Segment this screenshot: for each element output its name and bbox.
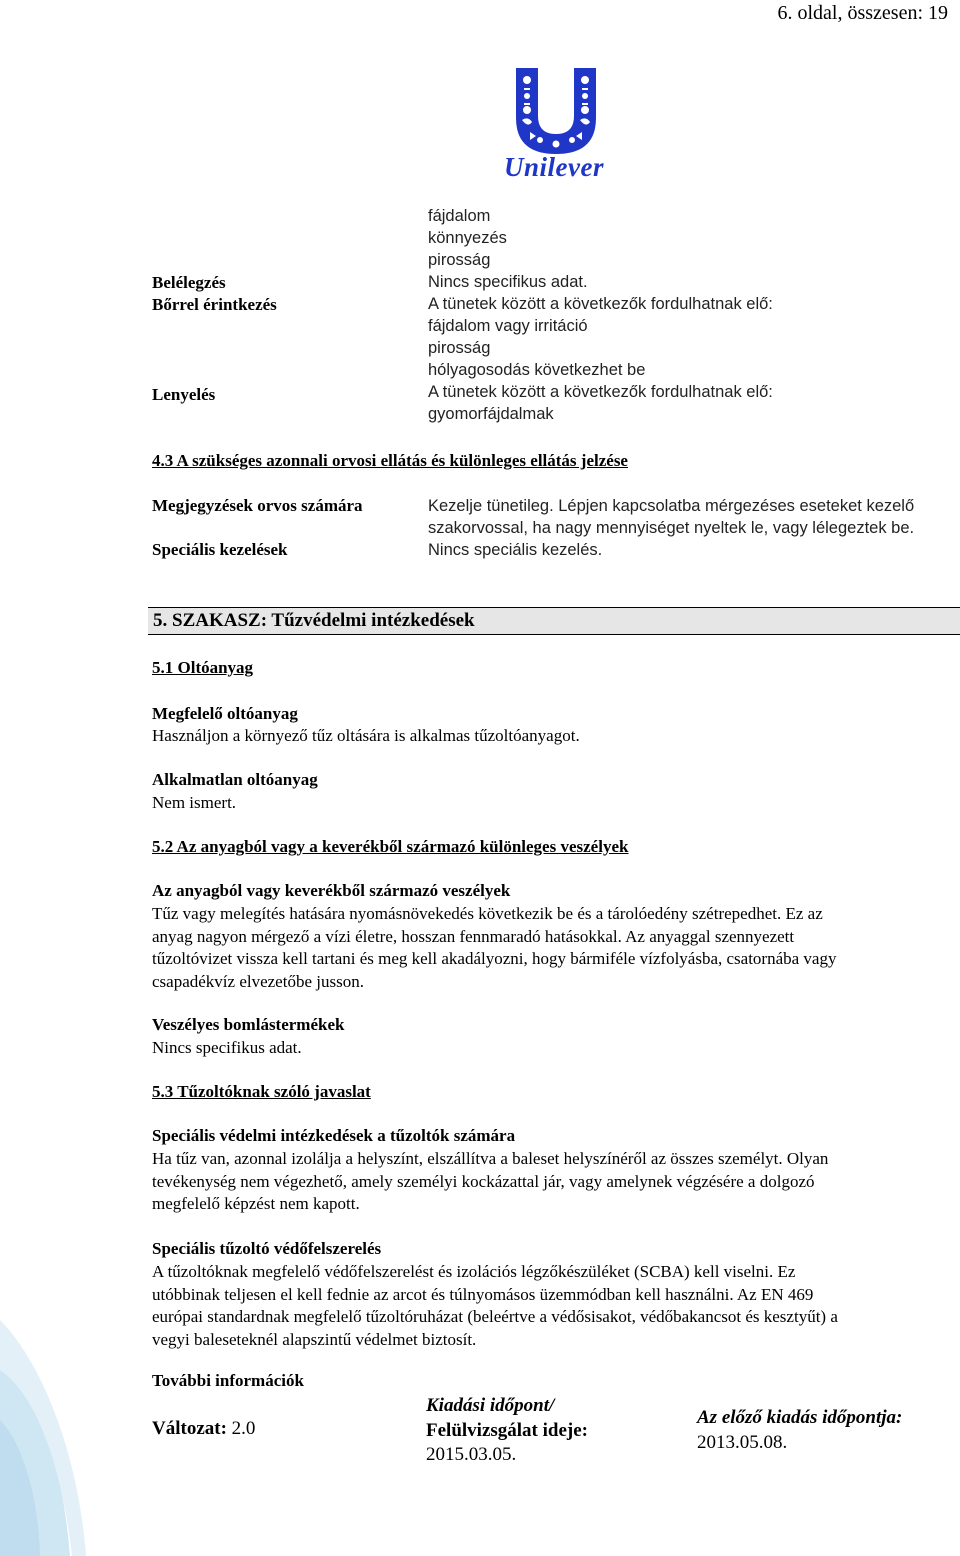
- symptom-line: Nincs specifikus adat.: [428, 273, 588, 291]
- equipment-line: A tűzoltóknak megfelelő védőfelszerelést és izolációs légzőkészüléket (SCBA) kell viselni. Ez: [152, 1262, 796, 1281]
- label-notes-for-doctor: Megjegyzések orvos számára: [152, 496, 363, 515]
- symptom-line: pirosság: [428, 251, 491, 269]
- label-further-information: További információk: [152, 1371, 304, 1390]
- label-firefighter-measures: Speciális védelmi intézkedések a tűzoltók számára: [152, 1126, 516, 1145]
- symptom-line: A tünetek között a következők fordulhatnak elő:: [428, 295, 773, 313]
- issue-date-label-2: Felülvizsgálat ideje:: [426, 1420, 588, 1441]
- unilever-u-emblem-icon: [500, 60, 612, 160]
- hazards-line: anyag nagyon mérgező a vízi életre, hosszan fennmaradó hatásokkal. Az anyaggal szennyezett: [152, 926, 795, 946]
- notes-for-doctor-line-2: szakorvossal, ha nagy mennyiséget nyeltek le, vagy lélegeztek be.: [428, 519, 915, 537]
- notes-for-doctor-line-1: Kezelje tünetileg. Lépjen kapcsolatba mérgezéses eseteket kezelő: [428, 497, 915, 515]
- hazardous-decomposition-text: Nincs specifikus adat.: [152, 1038, 302, 1057]
- label-unsuitable-extinguishing-media: Alkalmatlan oltóanyag: [152, 770, 318, 789]
- previous-issue-value: 2013.05.08.: [697, 1432, 788, 1453]
- special-treatments-text: Nincs speciális kezelés.: [428, 541, 603, 559]
- equipment-line: európai standardnak megfelelő tűzoltóruházat (beleértve a védősisakot, védőbakancsot és kesztyűt) a: [152, 1307, 838, 1326]
- version-value: 2.0: [231, 1418, 256, 1439]
- symptom-line: gyomorfájdalmak: [428, 405, 554, 423]
- symptom-line: fájdalom vagy irritáció: [428, 317, 588, 335]
- label-hazardous-decomposition: Veszélyes bomlástermékek: [152, 1015, 345, 1034]
- firefighter-measures-paragraph: [152, 1148, 932, 1216]
- version-label: Változat:: [152, 1418, 227, 1439]
- issue-date-value: 2015.03.05.: [426, 1444, 517, 1465]
- section-5-2-heading: 5.2 Az anyagból vagy a keverékből származó különleges veszélyek: [152, 837, 629, 856]
- label-special-treatments: Speciális kezelések: [152, 540, 288, 559]
- suitable-extinguishing-media-text: Használjon a környező tűz oltására is alkalmas tűzoltóanyagot.: [152, 726, 580, 745]
- section-5-1-heading: 5.1 Oltóanyag: [152, 658, 254, 677]
- label-firefighter-equipment: Speciális tűzoltó védőfelszerelés: [152, 1239, 382, 1258]
- hazards-line: Tűz vagy melegítés hatására nyomásnövekedés következik be és a tárolóedény szétrepedhet. Ez az: [152, 904, 823, 923]
- hazards-line: csapadékvíz elvezetőbe jusson.: [152, 971, 364, 991]
- section-5-3-heading: 5.3 Tűzoltóknak szóló javaslat: [152, 1082, 371, 1101]
- background-swoosh-decoration: [0, 1300, 120, 1556]
- unsuitable-extinguishing-media-text: Nem ismert.: [152, 793, 237, 812]
- label-suitable-extinguishing-media: Megfelelő oltóanyag: [152, 704, 298, 723]
- measures-line: tevékenység nem végezhető, amely személyi kockázattal jár, vagy amelynek végzésére a dolgozó: [152, 1171, 815, 1191]
- equipment-line: utóbbinak teljesen el kell fednie az arcot és túlnyomásos üzemmódban kell használni. Az EN 469: [152, 1284, 814, 1304]
- label-skin-contact: Bőrrel érintkezés: [152, 295, 277, 314]
- measures-line: Ha tűz van, azonnal izolálja a helyszínt, elszállítva a baleset helyszínéről az összes személyt. Olyan: [152, 1149, 829, 1168]
- hazards-line: tűzoltóvizet vissza kell tartani és meg kell akadályozni, hogy bármiféle vízfolyásba, csatornába vagy: [152, 949, 837, 968]
- section-5-title: 5. SZAKASZ: Tűzvédelmi intézkedések: [153, 610, 475, 631]
- equipment-line: vegyi baleseteknél alapszintű védelmet biztosít.: [152, 1329, 477, 1349]
- measures-line: megfelelő képzést nem kapott.: [152, 1194, 360, 1213]
- label-inhalation: Belélegzés: [152, 273, 226, 292]
- label-hazards-from-substance: Az anyagból vagy keverékből származó veszélyek: [152, 881, 511, 900]
- logo-wordmark: Unilever: [504, 152, 604, 182]
- symptom-line: fájdalom: [428, 207, 491, 225]
- symptom-line: A tünetek között a következők fordulhatnak elő:: [428, 383, 773, 401]
- symptom-line: hólyagosodás következhet be: [428, 361, 646, 379]
- version-block: [152, 1418, 255, 1440]
- symptoms-list: [428, 205, 773, 425]
- previous-issue-label: Az előző kiadás időpontja:: [697, 1407, 903, 1428]
- firefighter-equipment-paragraph: [152, 1261, 932, 1351]
- label-ingestion: Lenyelés: [152, 385, 216, 404]
- symptom-line: pirosság: [428, 339, 491, 357]
- issue-date-label-1: Kiadási időpont/: [426, 1395, 555, 1416]
- page-number: 6. oldal, összesen: 19: [777, 2, 948, 24]
- section-4-3-heading: 4.3 A szükséges azonnali orvosi ellátás és különleges ellátás jelzése: [152, 451, 628, 470]
- section-5-title-bar: [148, 607, 960, 635]
- unilever-logo: [500, 60, 612, 185]
- hazards-paragraph: [152, 903, 932, 993]
- symptom-line: könnyezés: [428, 229, 507, 247]
